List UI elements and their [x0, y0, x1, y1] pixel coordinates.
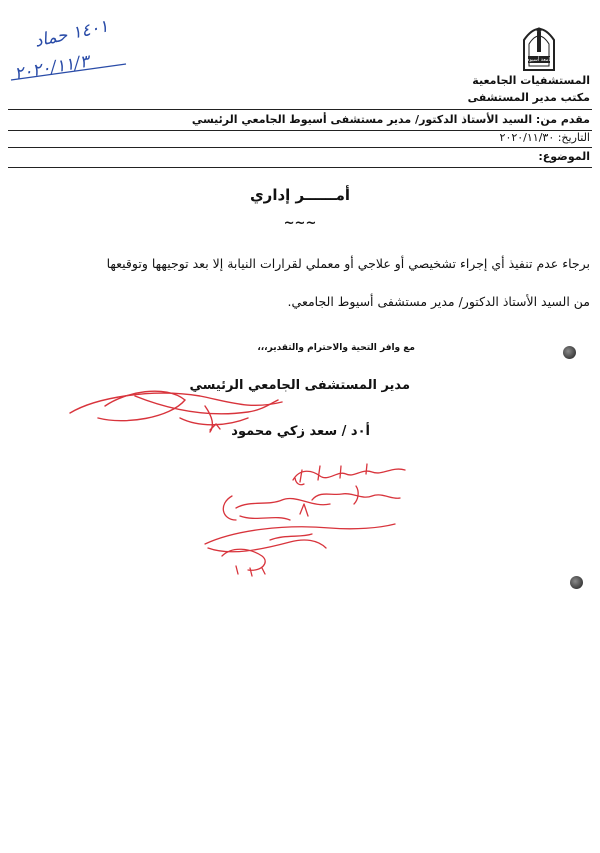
punch-hole-top — [563, 346, 576, 359]
handwritten-note — [6, 18, 156, 98]
university-logo — [520, 20, 558, 72]
org-name: المستشفيات الجامعية — [472, 74, 590, 87]
signatory-name: أ٠د / سعد زكي محمود — [231, 424, 370, 439]
university-logo-icon — [520, 20, 558, 72]
document-date: التاريخ: ٢٠٢٠/١١/٣٠ — [499, 131, 590, 144]
body-line-2: من السيد الأستاذ الدكتور/ مدير مستشفى أسيوط الجامعي. — [287, 294, 590, 309]
subject-label: الموضوع: — [538, 150, 590, 163]
signatory-title: مدير المستشفى الجامعي الرئيسي — [189, 378, 410, 393]
closing-line: مع وافر التحية والاحترام والتقدير،،، — [257, 343, 415, 353]
university-logo-text: جامعة أسيوط — [524, 57, 554, 63]
title-ornament: ~~~ — [283, 216, 317, 231]
body-line-1: برجاء عدم تنفيذ أي إجراء تشخيصي أو علاجي أو معملي لقرارات النيابة إلا بعد توجيهها وتوقيعها — [106, 256, 590, 271]
divider-1 — [8, 109, 592, 110]
handwritten-note-line1: ١٤٠١ حماد — [32, 16, 111, 52]
office-name: مكتب مدير المستشفى — [467, 91, 590, 104]
handwritten-note-line2: ٢٠٢٠/١١/٣ — [12, 51, 91, 85]
handwritten-note-underline — [6, 18, 156, 98]
divider-3 — [8, 147, 592, 148]
punch-hole-bottom — [570, 576, 583, 589]
divider-4 — [8, 167, 592, 168]
submitted-by: مقدم من: السيد الأستاذ الدكتور/ مدير مستشفى أسيوط الجامعي الرئيسي — [191, 113, 590, 126]
order-title: أمــــــر إداري — [249, 186, 351, 204]
